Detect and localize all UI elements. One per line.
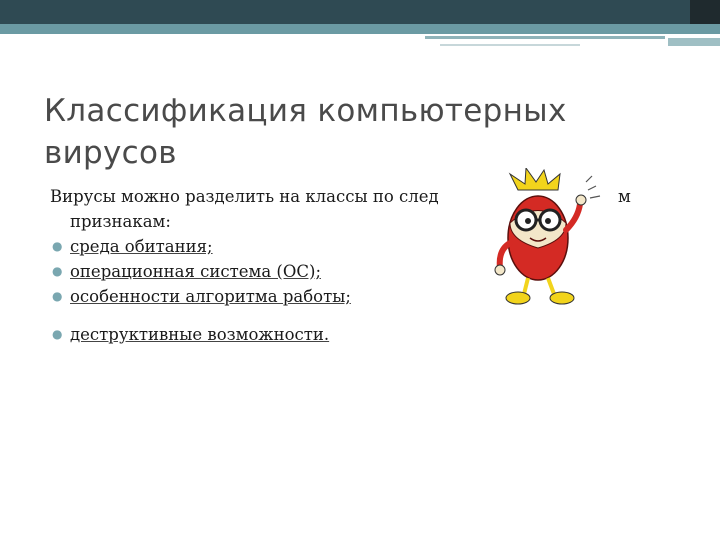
intro-text-tail: м (618, 187, 631, 206)
band-teal-strip (0, 24, 720, 34)
list-item (50, 234, 450, 259)
list-item-label: операционная система (ОС); (70, 262, 321, 281)
bullet-icon: ● (52, 327, 63, 341)
slide-title (44, 90, 644, 174)
list-item (50, 284, 450, 309)
list-item-label: среда обитания; (70, 237, 213, 256)
intro-text-line2: признакам: (70, 212, 171, 231)
top-decorative-band (0, 0, 720, 52)
slide-title-line1: Классификация компьютерных (44, 93, 567, 129)
band-accent-line-thin (440, 44, 580, 46)
bullet-icon: ● (52, 239, 63, 253)
list-item-label: деструктивные возможности. (70, 325, 330, 344)
list-item (50, 322, 450, 347)
bullet-icon: ● (52, 264, 63, 278)
band-dark-strip (0, 0, 690, 24)
cartoon-egg-character-icon (470, 168, 620, 308)
band-accent-line (425, 36, 665, 39)
classification-list-continued (50, 322, 450, 347)
band-accent-block (668, 38, 720, 46)
intro-text-line1: Вирусы можно разделить на классы по след (50, 187, 439, 206)
bullet-icon: ● (52, 289, 63, 303)
slide-title-line2: вирусов (44, 135, 177, 171)
classification-list (50, 234, 450, 309)
list-item (50, 259, 450, 284)
list-item-label: особенности алгоритма работы; (70, 287, 351, 306)
